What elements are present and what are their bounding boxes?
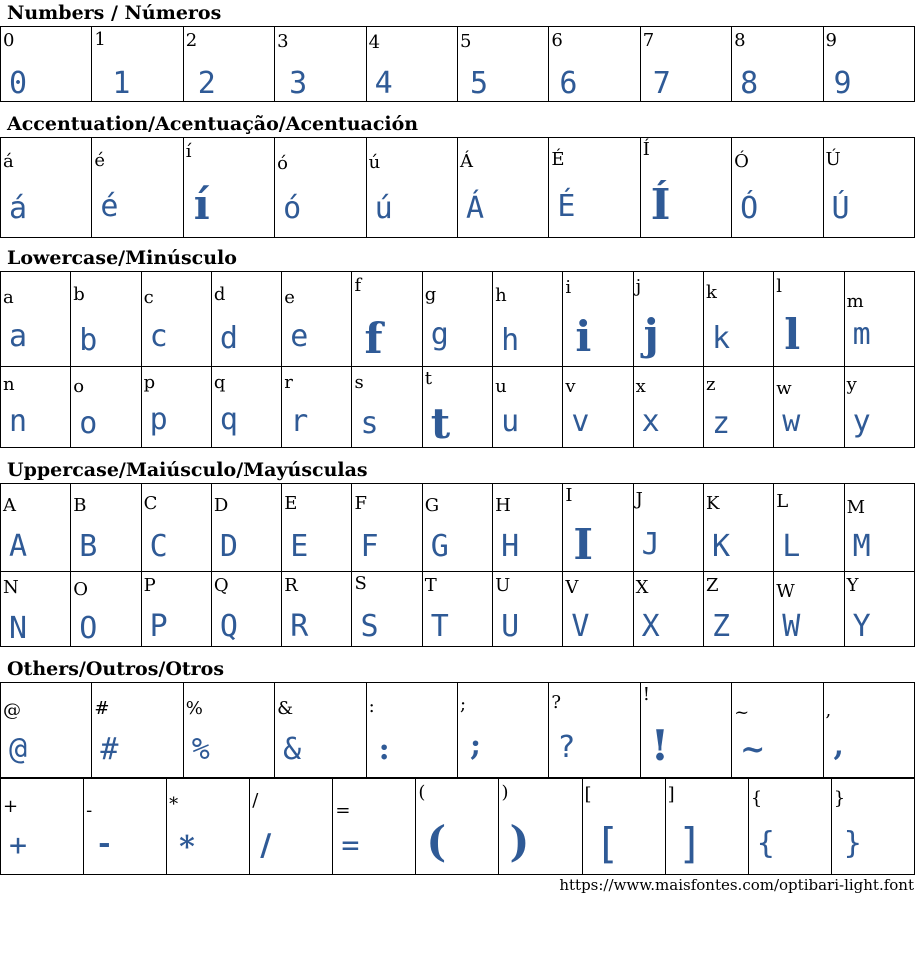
- glyph-sample: r: [290, 404, 309, 439]
- glyph-cell-B: [71, 484, 141, 572]
- glyph-cell-f: [352, 272, 422, 367]
- glyph-sample: W: [782, 609, 801, 644]
- glyph-label: x: [635, 376, 646, 397]
- glyph-sample: O: [79, 611, 98, 646]
- glyph-cell-a-acute: [1, 138, 92, 238]
- glyph-cell-bracket-close: [665, 779, 748, 875]
- glyph-label: ,: [825, 700, 832, 721]
- glyph-cell-Z: [703, 572, 773, 647]
- glyph-label: v: [565, 376, 576, 397]
- glyph-cell-semicolon: [457, 683, 548, 778]
- glyph-sample: p: [149, 402, 168, 437]
- glyph-cell-b: [71, 272, 141, 367]
- glyph-cell-paren-open: [416, 779, 499, 875]
- glyph-cell-m: [844, 272, 914, 367]
- glyph-label: f: [354, 275, 362, 296]
- glyph-sample: i: [575, 312, 592, 361]
- glyph-cell-G: [422, 484, 492, 572]
- glyph-sample: n: [9, 404, 28, 439]
- glyph-cell-i-acute: [183, 138, 274, 238]
- glyph-sample: {: [756, 826, 775, 861]
- glyph-sample: #: [100, 732, 119, 767]
- glyph-sample: :: [378, 732, 390, 767]
- glyph-sample: ,: [833, 728, 844, 763]
- glyph-cell-T: [422, 572, 492, 647]
- glyph-cell-u-acute: [366, 138, 457, 238]
- glyph-cell-E: [282, 484, 352, 572]
- glyph-cell-S: [352, 572, 422, 647]
- glyph-sample: R: [290, 609, 309, 644]
- glyph-cell-9: [823, 27, 914, 102]
- glyph-sample: ?: [557, 730, 576, 765]
- glyph-label: o: [73, 376, 85, 397]
- glyph-cell-bracket-open: [582, 779, 665, 875]
- glyph-cell-s: [352, 367, 422, 448]
- glyph-label: t: [424, 368, 433, 389]
- glyph-label: í: [185, 141, 192, 162]
- glyph-cell-I: [563, 484, 633, 572]
- glyph-sample: 1: [112, 66, 131, 101]
- glyph-sample: /: [260, 828, 272, 863]
- glyph-sample: É: [557, 189, 576, 224]
- glyph-sample: ú: [374, 191, 393, 226]
- glyph-sample: 2: [197, 66, 216, 101]
- glyph-cell-M: [844, 484, 914, 572]
- glyph-label: E: [284, 493, 298, 514]
- glyph-cell-q: [211, 367, 281, 448]
- glyph-label: c: [143, 287, 154, 308]
- glyph-sample: h: [501, 323, 520, 358]
- glyph-label: C: [143, 493, 158, 514]
- glyph-sample: o: [79, 406, 98, 441]
- glyph-cell-plus: [1, 779, 84, 875]
- glyph-label: T: [424, 575, 437, 596]
- glyph-cell-6: [549, 27, 640, 102]
- glyph-cell-v: [563, 367, 633, 448]
- glyph-label: Q: [213, 575, 229, 596]
- glyph-sample: b: [79, 323, 98, 358]
- glyph-sample: G: [430, 529, 449, 564]
- glyph-label: r: [284, 372, 293, 393]
- others-grid-row-2: [0, 778, 915, 875]
- glyph-sample: q: [219, 402, 238, 437]
- glyph-label: ~: [734, 702, 750, 723]
- glyph-sample: =: [341, 828, 360, 863]
- glyph-label: ó: [277, 153, 289, 174]
- section-title-numbers: Numbers / Números: [7, 2, 222, 24]
- glyph-cell-K: [703, 484, 773, 572]
- glyph-cell-P: [141, 572, 211, 647]
- glyph-sample: a: [9, 319, 28, 354]
- glyph-label: Z: [705, 575, 719, 596]
- glyph-cell-y: [844, 367, 914, 448]
- glyph-label: h: [495, 285, 507, 306]
- glyph-label: s: [354, 372, 364, 393]
- glyph-sample: E: [290, 529, 309, 564]
- glyph-sample: d: [219, 321, 238, 356]
- glyph-label: G: [424, 495, 440, 516]
- glyph-sample: J: [641, 527, 660, 562]
- glyph-label: Ú: [825, 149, 841, 170]
- glyph-sample: F: [360, 529, 379, 564]
- glyph-sample: Á: [465, 191, 485, 226]
- glyph-cell-e-acute: [92, 138, 183, 238]
- glyph-label: O: [73, 579, 89, 600]
- numbers-grid: [0, 26, 915, 102]
- glyph-sample: k: [711, 321, 731, 356]
- glyph-sample: D: [219, 529, 238, 564]
- glyph-cell-A-acute: [457, 138, 548, 238]
- glyph-cell-at: [1, 683, 92, 778]
- glyph-cell-N: [1, 572, 71, 647]
- glyph-sample: X: [641, 609, 660, 644]
- uppercase-grid: [0, 483, 915, 647]
- glyph-label: +: [3, 796, 19, 817]
- glyph-label: i: [565, 277, 572, 298]
- glyph-sample: Í: [650, 180, 671, 229]
- glyph-label: %: [185, 698, 203, 719]
- glyph-label: N: [3, 577, 19, 598]
- glyph-sample: T: [430, 609, 449, 644]
- glyph-cell-1: [92, 27, 183, 102]
- glyph-label: V: [565, 577, 579, 598]
- glyph-cell-O-acute: [732, 138, 823, 238]
- glyph-sample: y: [852, 404, 871, 439]
- glyph-label: 6: [551, 30, 563, 51]
- glyph-cell-E-acute: [549, 138, 640, 238]
- glyph-sample: V: [571, 609, 590, 644]
- glyph-label: R: [284, 575, 298, 596]
- glyph-cell-l: [774, 272, 844, 367]
- glyph-sample: g: [430, 317, 449, 352]
- glyph-sample: s: [360, 406, 379, 441]
- glyph-sample: *: [179, 830, 195, 865]
- glyph-label: P: [143, 575, 156, 596]
- glyph-cell-tilde: [732, 683, 823, 778]
- glyph-cell-g: [422, 272, 492, 367]
- glyph-cell-p: [141, 367, 211, 448]
- glyph-label: p: [143, 372, 156, 393]
- glyph-label: z: [705, 374, 716, 395]
- glyph-cell-n: [1, 367, 71, 448]
- glyph-sample: 3: [289, 66, 308, 101]
- glyph-label: á: [3, 151, 14, 172]
- glyph-cell-0: [1, 27, 92, 102]
- glyph-label: 9: [825, 30, 837, 51]
- glyph-label: {: [750, 788, 763, 809]
- glyph-label: U: [495, 575, 511, 596]
- glyph-label: H: [495, 495, 511, 516]
- glyph-sample: 0: [9, 66, 28, 101]
- glyph-label: :: [368, 696, 375, 717]
- glyph-cell-W: [774, 572, 844, 647]
- glyph-sample: c: [149, 319, 168, 354]
- glyph-cell-4: [366, 27, 457, 102]
- glyph-label: m: [846, 291, 864, 312]
- glyph-sample: Ó: [740, 191, 759, 226]
- glyph-label: 4: [368, 32, 381, 53]
- glyph-label: w: [776, 378, 792, 399]
- glyph-cell-2: [183, 27, 274, 102]
- glyph-label: 1: [94, 29, 106, 50]
- glyph-cell-j: [633, 272, 703, 367]
- glyph-cell-minus: [84, 779, 167, 875]
- glyph-label: y: [846, 374, 857, 395]
- glyph-sample: 9: [833, 66, 852, 101]
- glyph-cell-U-acute: [823, 138, 914, 238]
- glyph-cell-C: [141, 484, 211, 572]
- glyph-sample: ó: [283, 191, 302, 226]
- glyph-cell-percent: [183, 683, 274, 778]
- glyph-label: ú: [368, 152, 381, 173]
- glyph-cell-paren-close: [499, 779, 582, 875]
- glyph-label: k: [705, 282, 717, 303]
- glyph-cell-A: [1, 484, 71, 572]
- glyph-label: L: [776, 491, 789, 512]
- glyph-label: W: [776, 581, 795, 602]
- glyph-label: é: [94, 150, 106, 171]
- glyph-cell-H: [493, 484, 563, 572]
- section-title-others: Others/Outros/Otros: [7, 658, 225, 680]
- glyph-sample: m: [852, 317, 871, 352]
- glyph-label: 3: [277, 31, 289, 52]
- glyph-label: I: [565, 485, 573, 506]
- glyph-label: /: [252, 790, 259, 811]
- glyph-cell-z: [703, 367, 773, 448]
- glyph-cell-c: [141, 272, 211, 367]
- glyph-cell-7: [640, 27, 731, 102]
- glyph-cell-equals: [333, 779, 416, 875]
- glyph-label: &: [277, 698, 294, 719]
- section-title-uppercase: Uppercase/Maiúsculo/Mayúsculas: [7, 459, 368, 481]
- glyph-cell-O: [71, 572, 141, 647]
- glyph-sample: A: [9, 529, 28, 564]
- glyph-sample: &: [283, 732, 302, 767]
- glyph-label: ]: [667, 784, 675, 805]
- glyph-label: Y: [846, 575, 859, 596]
- section-title-accentuation: Accentuation/Acentuação/Acentuación: [7, 113, 419, 135]
- section-title-lowercase: Lowercase/Minúsculo: [7, 247, 237, 269]
- glyph-sample: Ú: [831, 191, 850, 226]
- glyph-cell-comma: [823, 683, 914, 778]
- glyph-label: B: [73, 495, 87, 516]
- glyph-cell-3: [275, 27, 366, 102]
- source-url[interactable]: https://www.maisfontes.com/optibari-light.font: [559, 876, 914, 894]
- glyph-sample: 5: [469, 66, 489, 101]
- glyph-cell-hash: [92, 683, 183, 778]
- glyph-cell-asterisk: [167, 779, 250, 875]
- glyph-label: *: [169, 794, 179, 815]
- glyph-sample: 7: [652, 66, 671, 101]
- glyph-sample: -: [98, 826, 111, 861]
- glyph-cell-k: [703, 272, 773, 367]
- glyph-cell-t: [422, 367, 492, 448]
- glyph-sample: M: [852, 529, 871, 564]
- glyph-sample: !: [650, 721, 670, 770]
- glyph-sample: L: [782, 529, 801, 564]
- glyph-label: Ó: [734, 151, 749, 172]
- glyph-sample: é: [100, 189, 119, 224]
- glyph-cell-exclamation: [640, 683, 731, 778]
- glyph-label: Á: [459, 151, 473, 172]
- glyph-label: 0: [3, 30, 15, 51]
- glyph-cell-i: [563, 272, 633, 367]
- glyph-sample: %: [191, 732, 210, 767]
- glyph-sample: K: [711, 529, 731, 564]
- glyph-sample: w: [782, 404, 801, 439]
- glyph-label: ): [501, 782, 509, 803]
- glyph-label: q: [213, 372, 226, 393]
- glyph-sample: I: [573, 520, 594, 569]
- glyph-label: X: [635, 577, 649, 598]
- glyph-label: u: [495, 376, 507, 397]
- glyph-label: -: [86, 800, 93, 821]
- glyph-cell-ampersand: [275, 683, 366, 778]
- glyph-sample: 6: [559, 66, 578, 101]
- accents-grid: [0, 137, 915, 238]
- glyph-sample: ;: [469, 728, 482, 763]
- glyph-sample: P: [149, 609, 168, 644]
- glyph-label: d: [213, 284, 226, 305]
- glyph-sample: B: [79, 529, 98, 564]
- glyph-cell-h: [493, 272, 563, 367]
- glyph-cell-question: [549, 683, 640, 778]
- glyph-sample: t: [430, 399, 451, 448]
- glyph-sample: l: [784, 310, 801, 359]
- glyph-sample: @: [9, 732, 28, 767]
- glyph-label: ?: [551, 692, 561, 713]
- glyph-label: ;: [459, 694, 467, 715]
- glyph-label: F: [354, 493, 367, 514]
- glyph-label: }: [833, 788, 846, 809]
- glyph-cell-d: [211, 272, 281, 367]
- glyph-label: b: [73, 284, 85, 305]
- glyph-label: A: [3, 495, 16, 516]
- glyph-label: !: [642, 684, 650, 705]
- glyph-sample: H: [501, 529, 520, 564]
- glyph-label: g: [424, 284, 437, 305]
- glyph-label: @: [3, 700, 21, 721]
- glyph-cell-u: [493, 367, 563, 448]
- glyph-cell-J: [633, 484, 703, 572]
- others-grid-row-1: [0, 682, 915, 778]
- glyph-sample: 8: [740, 66, 759, 101]
- glyph-label: 7: [642, 30, 655, 51]
- glyph-label: [: [584, 784, 592, 805]
- glyph-label: #: [94, 698, 110, 719]
- glyph-sample: v: [571, 404, 590, 439]
- glyph-label: J: [635, 489, 643, 510]
- glyph-cell-r: [282, 367, 352, 448]
- glyph-sample: í: [193, 180, 210, 229]
- glyph-cell-colon: [366, 683, 457, 778]
- glyph-cell-x: [633, 367, 703, 448]
- glyph-label: e: [284, 287, 295, 308]
- glyph-label: S: [354, 573, 367, 594]
- glyph-label: 2: [185, 30, 198, 51]
- glyph-label: K: [705, 493, 720, 514]
- glyph-label: =: [335, 800, 351, 821]
- glyph-cell-o: [71, 367, 141, 448]
- glyph-cell-5: [457, 27, 548, 102]
- lowercase-grid: [0, 271, 915, 448]
- glyph-sample: j: [643, 310, 659, 359]
- glyph-cell-R: [282, 572, 352, 647]
- glyph-label: a: [3, 287, 14, 308]
- glyph-sample: S: [360, 609, 379, 644]
- glyph-cell-slash: [250, 779, 333, 875]
- glyph-label: n: [3, 374, 15, 395]
- glyph-cell-L: [774, 484, 844, 572]
- glyph-cell-brace-open: [748, 779, 831, 875]
- glyph-sample: Q: [219, 609, 238, 644]
- glyph-cell-X: [633, 572, 703, 647]
- glyph-sample: Y: [852, 609, 871, 644]
- glyph-cell-8: [732, 27, 823, 102]
- glyph-sample: +: [9, 828, 28, 863]
- glyph-label: (: [418, 782, 426, 803]
- glyph-cell-V: [563, 572, 633, 647]
- glyph-sample: u: [501, 404, 520, 439]
- glyph-cell-D: [211, 484, 281, 572]
- glyph-sample: z: [711, 406, 731, 441]
- glyph-sample: C: [149, 529, 168, 564]
- glyph-sample: ]: [677, 819, 703, 868]
- glyph-cell-w: [774, 367, 844, 448]
- glyph-sample: f: [364, 314, 383, 363]
- glyph-cell-I-acute: [640, 138, 731, 238]
- glyph-sample: }: [843, 826, 862, 861]
- glyph-cell-o-acute: [275, 138, 366, 238]
- glyph-sample: (: [426, 817, 447, 866]
- glyph-sample: e: [290, 319, 309, 354]
- glyph-sample: ~: [740, 732, 766, 767]
- glyph-label: M: [846, 497, 865, 518]
- glyph-label: 5: [459, 31, 472, 52]
- glyph-sample: á: [9, 191, 28, 226]
- glyph-sample: Z: [711, 609, 731, 644]
- glyph-cell-a: [1, 272, 71, 367]
- glyph-cell-brace-close: [831, 779, 914, 875]
- glyph-sample: [: [594, 819, 620, 868]
- glyph-label: D: [213, 495, 229, 516]
- glyph-cell-e: [282, 272, 352, 367]
- glyph-sample: N: [9, 611, 28, 646]
- glyph-label: É: [551, 149, 565, 170]
- glyph-label: l: [776, 276, 783, 297]
- glyph-cell-F: [352, 484, 422, 572]
- glyph-sample: U: [501, 609, 520, 644]
- glyph-sample: ): [509, 817, 530, 866]
- glyph-sample: 4: [374, 66, 393, 101]
- glyph-cell-U: [493, 572, 563, 647]
- glyph-label: Í: [642, 139, 650, 160]
- glyph-cell-Q: [211, 572, 281, 647]
- glyph-label: 8: [734, 30, 746, 51]
- glyph-label: j: [635, 276, 642, 297]
- glyph-cell-Y: [844, 572, 914, 647]
- glyph-sample: x: [641, 404, 660, 439]
